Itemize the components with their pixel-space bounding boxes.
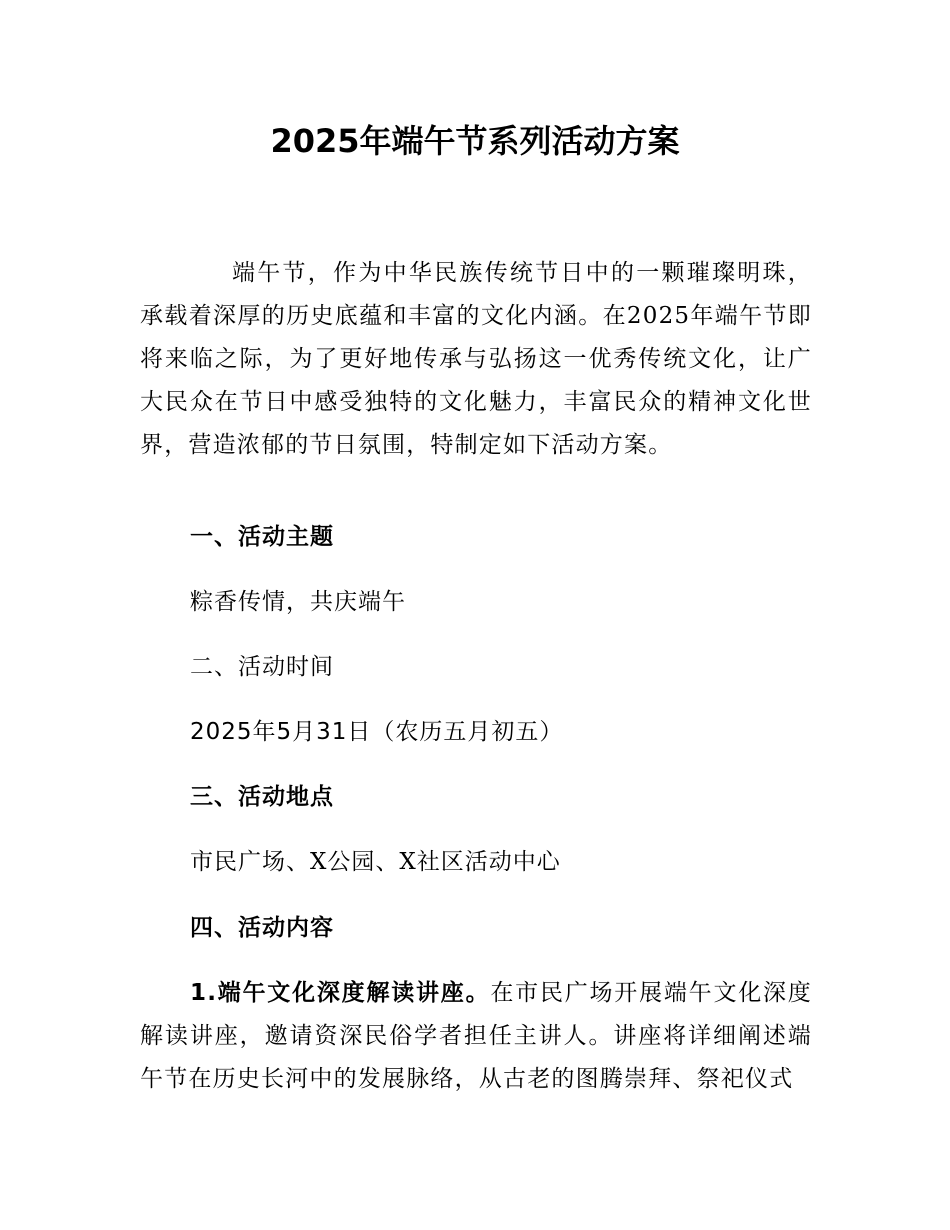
section-heading-location: 三、活动地点 (190, 784, 334, 810)
section-heading-content: 四、活动内容 (190, 915, 334, 941)
document-title: 2025年端午节系列活动方案 (270, 122, 680, 160)
section-text-time: 2025年5月31日（农历五月初五） (190, 719, 564, 745)
intro-paragraph: 端午节，作为中华民族传统节日中的一颗璀璨明珠，承载着深厚的历史底蕴和丰富的文化内涵。在2025年端午节即将来临之际，为了更好地传承与弘扬这一优秀传统文化，让广大民众在节日中感受独特的文化魅力，丰富民众的精神文化世界，营造浓郁的节日氛围，特制定如下活动方案。 (140, 260, 812, 458)
section-text-location: 市民广场、X公园、X社区活动中心 (190, 849, 561, 875)
content-item-1-text: 在市民广场开展端午文化深度解读讲座，邀请资深民俗学者担任主讲人。讲座将详细阐述端午节在历史长河中的发展脉络，从古老的图腾崇拜、祭祀仪式 (140, 980, 812, 1092)
section-heading-time: 二、活动时间 (190, 654, 334, 680)
content-item-1 (140, 972, 812, 1101)
section-text-theme: 粽香传情，共庆端午 (190, 589, 406, 615)
content-item-1-title: 1.端午文化深度解读讲座。 (190, 980, 491, 1006)
section-heading-theme: 一、活动主题 (190, 524, 334, 550)
